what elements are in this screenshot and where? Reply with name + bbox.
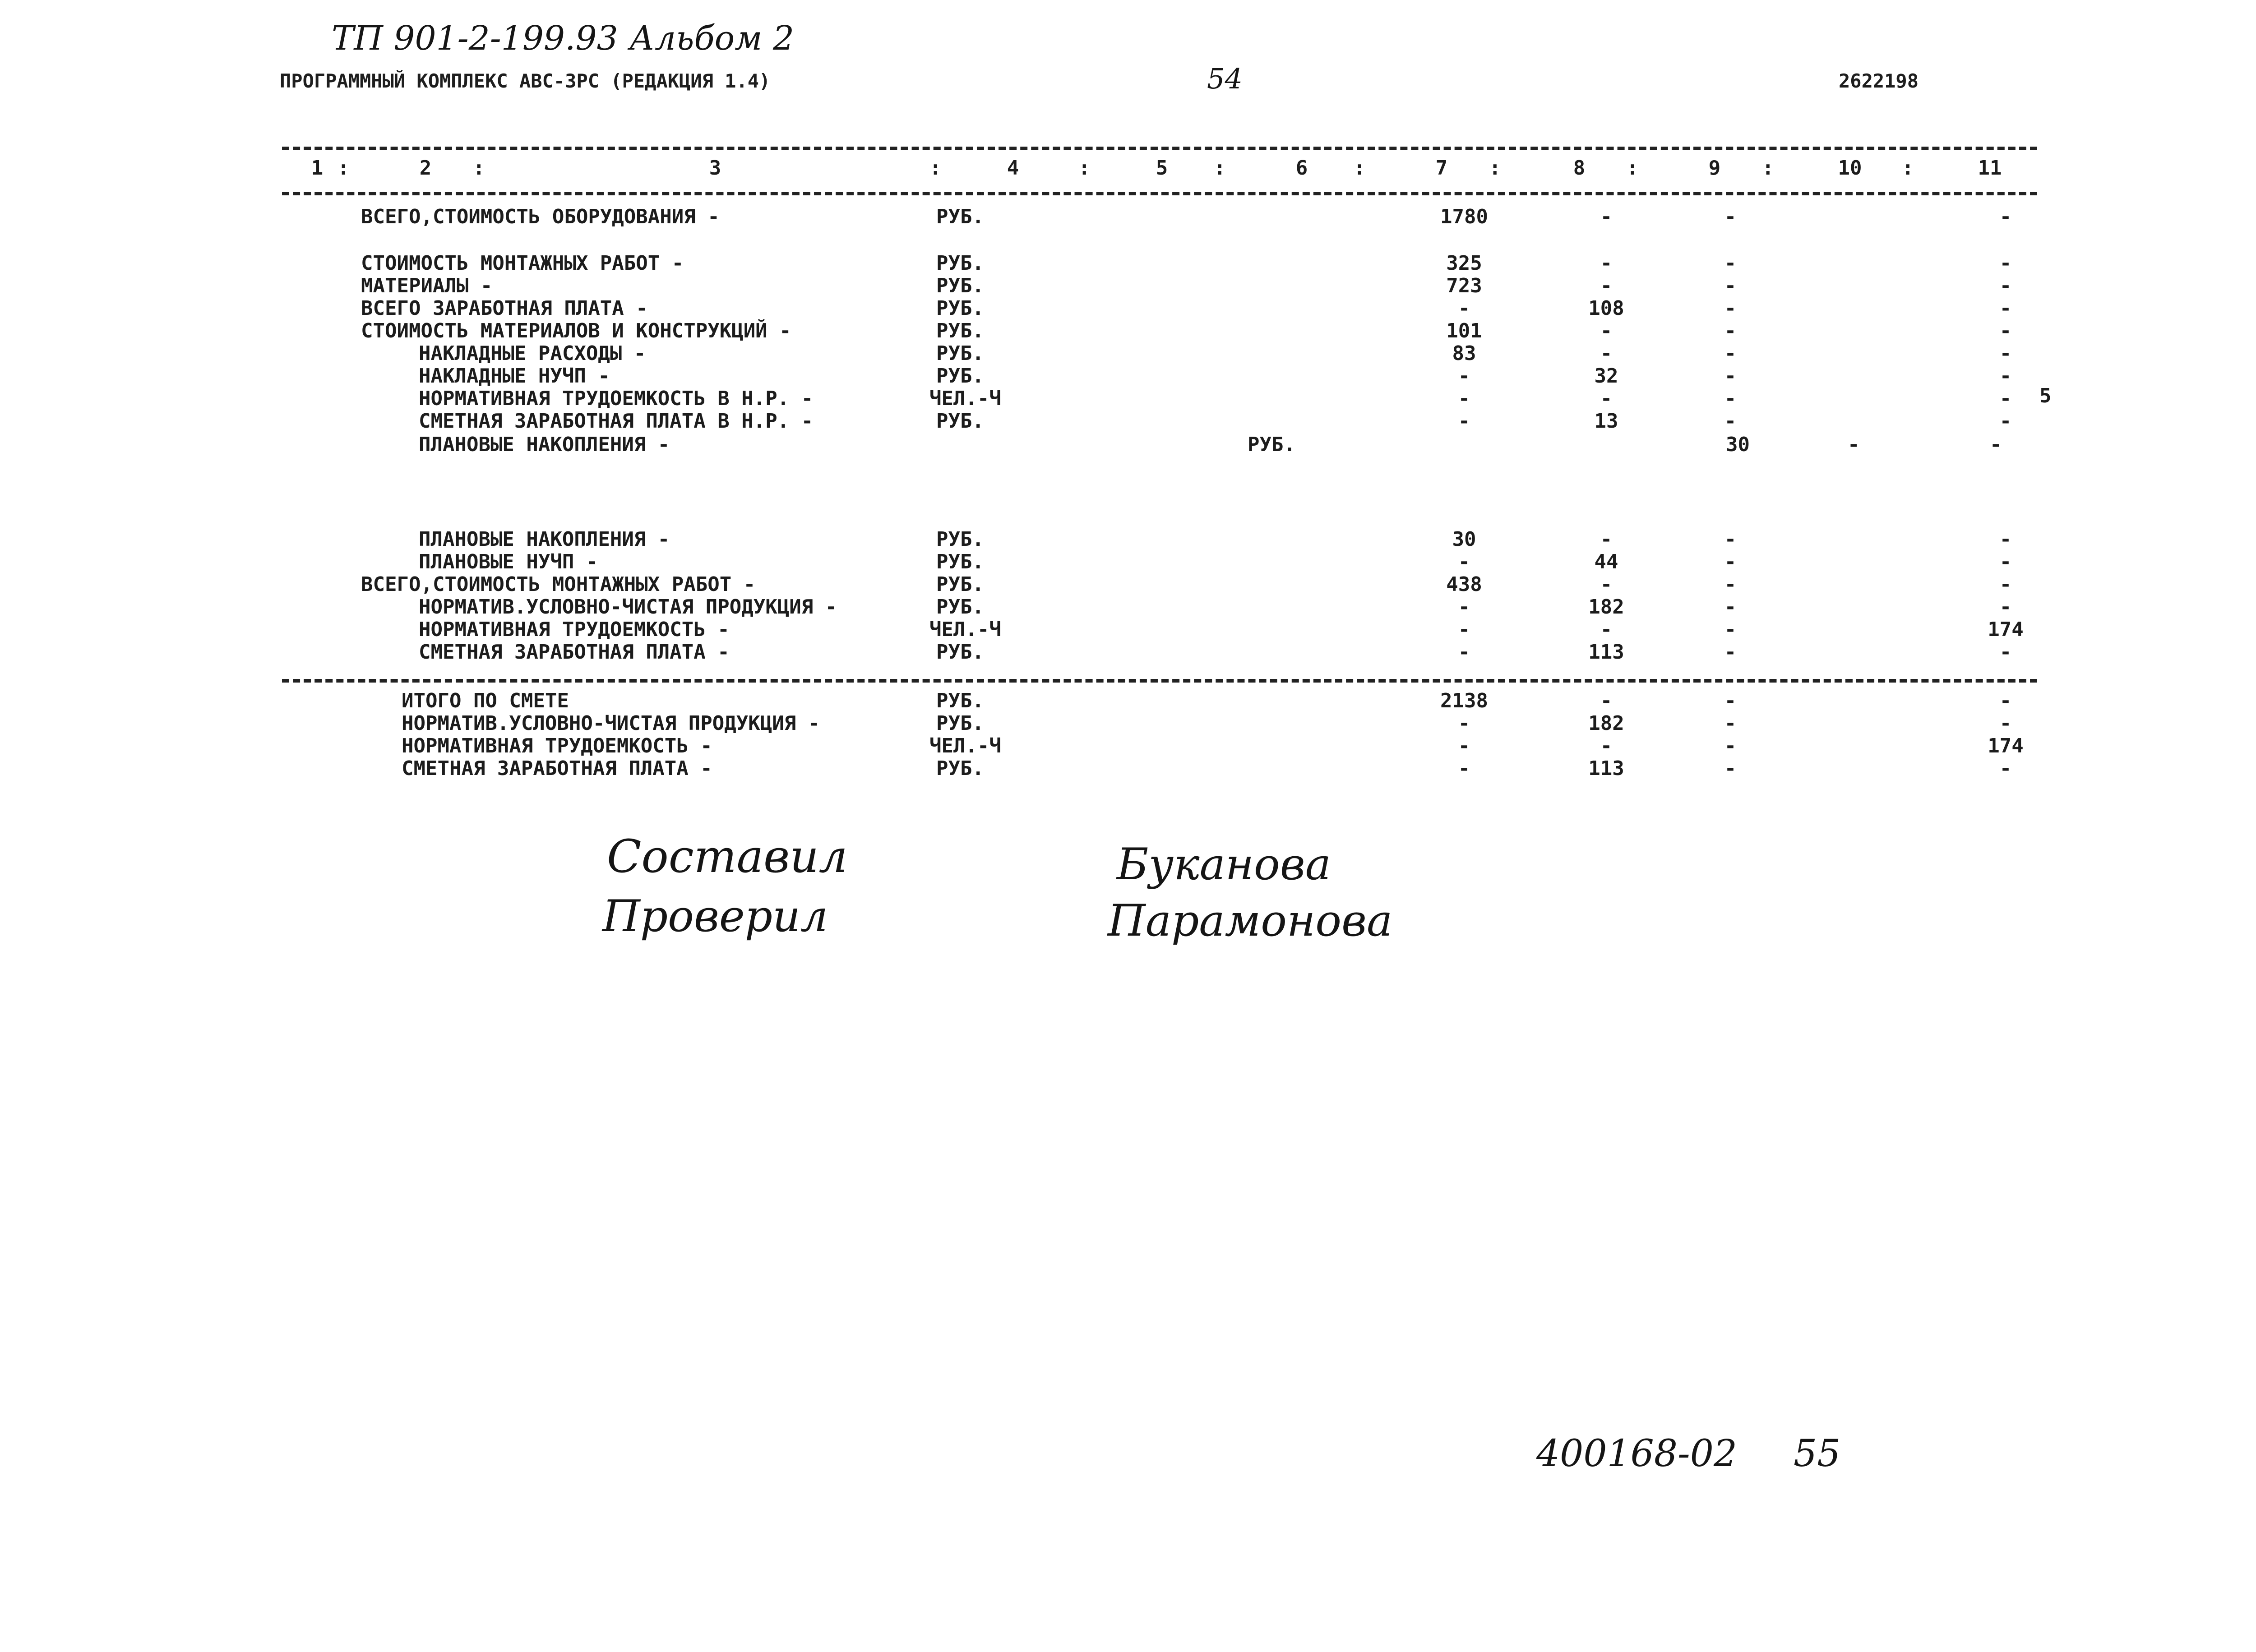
col9-value: - xyxy=(1724,757,1737,780)
col11-value: 174 xyxy=(1988,618,2024,641)
col9-value: - xyxy=(1724,274,1737,297)
column-number: 6 xyxy=(1295,157,1308,180)
col8-value: - xyxy=(1600,252,1613,275)
program-line: ПРОГРАММНЫЙ КОМПЛЕКС АВС-3РС (РЕДАКЦИЯ 1.4) xyxy=(280,70,771,92)
row-unit: РУБ. xyxy=(936,573,984,596)
col8-value: - xyxy=(1600,274,1613,297)
col11-value: - xyxy=(1999,274,2012,297)
column-number: 11 xyxy=(1978,157,2002,180)
col7-value: 325 xyxy=(1446,252,1482,275)
table-row xyxy=(0,410,2256,432)
col8-value: - xyxy=(1600,573,1613,596)
col7-value: - xyxy=(1458,757,1470,780)
col8-value: - xyxy=(1600,387,1613,410)
col7-value: - xyxy=(1458,734,1470,757)
table-header-bottom-rule xyxy=(282,192,2037,195)
col11-value: - xyxy=(1999,342,2012,365)
col7-value: - xyxy=(1458,595,1470,618)
table-top-rule xyxy=(282,147,2037,150)
col8-value: 113 xyxy=(1588,641,1624,664)
col9-value: - xyxy=(1724,573,1737,596)
row-name: НОРМАТИВНАЯ ТРУДОЕМКОСТЬ В Н.Р. - xyxy=(419,387,814,410)
row-name: НАКЛАДНЫЕ РАСХОДЫ - xyxy=(419,342,646,365)
col11-value: - xyxy=(1999,757,2012,780)
row-unit: РУБ. xyxy=(936,595,984,618)
col9-value: - xyxy=(1724,618,1737,641)
col8-value: 44 xyxy=(1594,550,1618,573)
col8-value: - xyxy=(1600,528,1613,551)
row-value: 30 xyxy=(1726,433,1750,456)
col9-value: - xyxy=(1724,365,1737,388)
row-name: НОРМАТИВНАЯ ТРУДОЕМКОСТЬ - xyxy=(402,734,712,757)
col7-value: - xyxy=(1458,712,1470,735)
table-row xyxy=(0,595,2256,618)
table-row xyxy=(0,365,2256,387)
column-separator: : xyxy=(1354,157,1366,180)
row-unit: РУБ. xyxy=(936,757,984,780)
table-row xyxy=(0,550,2256,573)
table-row xyxy=(0,205,2256,228)
row-name: ИТОГО ПО СМЕТЕ xyxy=(402,689,569,712)
col9-value: - xyxy=(1724,342,1737,365)
row-unit: РУБ. xyxy=(936,712,984,735)
col9-value: - xyxy=(1724,297,1737,320)
column-number: 3 xyxy=(709,157,721,180)
table-row xyxy=(0,384,2256,410)
column-number: 1 xyxy=(311,157,324,180)
row-unit: РУБ. xyxy=(936,342,984,365)
row-name: ПЛАНОВЫЕ НУЧП - xyxy=(419,550,598,573)
column-number: 2 xyxy=(419,157,432,180)
col8-value: 113 xyxy=(1588,757,1624,780)
column-number: 4 xyxy=(1007,157,1019,180)
col11-value: - xyxy=(1999,528,2012,551)
col8-value: 32 xyxy=(1594,365,1618,388)
col7-value: - xyxy=(1458,641,1470,664)
row-name: НАКЛАДНЫЕ НУЧП - xyxy=(419,365,610,388)
table-row xyxy=(0,319,2256,342)
table-row xyxy=(0,433,2256,456)
row-unit: РУБ. xyxy=(936,297,984,320)
column-separator: : xyxy=(337,157,350,180)
col7-value: 2138 xyxy=(1440,689,1488,712)
date-code: 2622198 xyxy=(1839,70,1919,92)
col8-value: 182 xyxy=(1588,595,1624,618)
table-row xyxy=(0,757,2256,780)
col9-value: - xyxy=(1724,528,1737,551)
table-row xyxy=(0,297,2256,319)
col7-value: 83 xyxy=(1452,342,1476,365)
table-row xyxy=(0,252,2256,274)
row-value: - xyxy=(1990,433,2002,456)
row-unit: РУБ. xyxy=(936,205,984,228)
col11-value: - xyxy=(1999,297,2012,320)
column-separator: : xyxy=(1627,157,1639,180)
row-name: СМЕТНАЯ ЗАРАБОТНАЯ ПЛАТА - xyxy=(402,757,712,780)
checked-name: Парамонова xyxy=(1108,895,1393,946)
column-separator: : xyxy=(473,157,485,180)
col11-value: - xyxy=(1999,550,2012,573)
col9-value: - xyxy=(1724,550,1737,573)
table-row xyxy=(0,342,2256,365)
col11-value: - xyxy=(1999,205,2012,228)
row-name: НОРМАТИВ.УСЛОВНО-ЧИСТАЯ ПРОДУКЦИЯ - xyxy=(419,595,837,618)
column-number: 8 xyxy=(1573,157,1586,180)
col8-value: - xyxy=(1600,689,1613,712)
table-row xyxy=(0,618,2256,641)
col8-value: - xyxy=(1600,342,1613,365)
row-name: ВСЕГО,СТОИМОСТЬ МОНТАЖНЫХ РАБОТ - xyxy=(361,573,756,596)
column-separator: : xyxy=(929,157,942,180)
sheet-number: 55 xyxy=(1794,1432,1841,1475)
col11-value: - xyxy=(1999,595,2012,618)
col7-value: 723 xyxy=(1446,274,1482,297)
row-name: СТОИМОСТЬ МАТЕРИАЛОВ И КОНСТРУКЦИЙ - xyxy=(361,319,791,342)
col9-value: - xyxy=(1724,689,1737,712)
column-separator: : xyxy=(1489,157,1501,180)
doc-code: ТП 901-2-199.93 xyxy=(332,19,618,58)
column-separator: : xyxy=(1762,157,1774,180)
checked-label: Проверил xyxy=(602,891,828,941)
column-number: 7 xyxy=(1435,157,1448,180)
col7-value: - xyxy=(1458,387,1470,410)
col9-value: - xyxy=(1724,387,1737,410)
column-separator: : xyxy=(1078,157,1091,180)
row-name: СМЕТНАЯ ЗАРАБОТНАЯ ПЛАТА - xyxy=(419,641,730,664)
col9-value: - xyxy=(1724,252,1737,275)
col9-value: - xyxy=(1724,205,1737,228)
col8-value: - xyxy=(1600,205,1613,228)
row-unit: РУБ. xyxy=(936,365,984,388)
column-number: 5 xyxy=(1156,157,1168,180)
col8-value: 13 xyxy=(1594,410,1618,433)
row-name: СТОИМОСТЬ МОНТАЖНЫХ РАБОТ - xyxy=(361,252,684,275)
col11-value: - xyxy=(1999,410,2012,433)
row-unit: РУБ. xyxy=(936,274,984,297)
col8-value: - xyxy=(1600,734,1613,757)
col9-value: - xyxy=(1724,595,1737,618)
row-name: ВСЕГО,СТОИМОСТЬ ОБОРУДОВАНИЯ - xyxy=(361,205,720,228)
table-row xyxy=(0,573,2256,595)
col11-value: - xyxy=(1999,365,2012,388)
col7-value: - xyxy=(1458,410,1470,433)
compiled-label: Составил xyxy=(607,830,848,883)
col8-value: 182 xyxy=(1588,712,1624,735)
stamp-code: 400168-02 xyxy=(1536,1432,1738,1475)
col7-value: 438 xyxy=(1446,573,1482,596)
column-number: 9 xyxy=(1708,157,1721,180)
col7-value: 30 xyxy=(1452,528,1476,551)
col11-value: - xyxy=(1999,641,2012,664)
col11-value: 174 xyxy=(1988,734,2024,757)
col11-value: - xyxy=(1999,319,2012,342)
compiled-name: Буканова xyxy=(1117,839,1331,890)
col9-value: - xyxy=(1724,319,1737,342)
row-name: НОРМАТИВНАЯ ТРУДОЕМКОСТЬ - xyxy=(419,618,730,641)
col11-value: - xyxy=(1999,387,2012,410)
table-row xyxy=(0,274,2256,297)
row-unit: ЧЕЛ.-Ч xyxy=(929,734,1001,757)
col8-value: - xyxy=(1600,319,1613,342)
row-name: СМЕТНАЯ ЗАРАБОТНАЯ ПЛАТА В Н.Р. - xyxy=(419,410,814,433)
column-number: 10 xyxy=(1838,157,1862,180)
row-value: - xyxy=(1848,433,1860,456)
column-separator: : xyxy=(1902,157,1914,180)
table-row xyxy=(0,528,2256,550)
col7-value: - xyxy=(1458,297,1470,320)
col11-value: - xyxy=(1999,573,2012,596)
page-number: 54 xyxy=(1207,62,1243,95)
col9-value: - xyxy=(1724,410,1737,433)
row-name: МАТЕРИАЛЫ - xyxy=(361,274,493,297)
row-unit: РУБ. xyxy=(936,410,984,433)
column-separator: : xyxy=(1214,157,1226,180)
col9-value: - xyxy=(1724,641,1737,664)
col9-value: - xyxy=(1724,712,1737,735)
col9-value: - xyxy=(1724,734,1737,757)
row-unit: ЧЕЛ.-Ч xyxy=(929,387,1001,410)
row-unit: РУБ. xyxy=(936,319,984,342)
col7-value: 101 xyxy=(1446,319,1482,342)
table-row xyxy=(0,734,2256,757)
row-unit: РУБ. xyxy=(936,689,984,712)
col8-value: 108 xyxy=(1588,297,1624,320)
overflow-value: 5 xyxy=(2039,384,2052,407)
row-unit: РУБ. xyxy=(936,641,984,664)
row-unit: ЧЕЛ.-Ч xyxy=(929,618,1001,641)
row-name: ПЛАНОВЫЕ НАКОПЛЕНИЯ - xyxy=(419,528,670,551)
total-separator-rule xyxy=(282,679,2037,683)
col11-value: - xyxy=(1999,689,2012,712)
table-row xyxy=(0,641,2256,663)
row-unit: РУБ. xyxy=(1248,433,1295,456)
col7-value: 1780 xyxy=(1440,205,1488,228)
row-name: НОРМАТИВ.УСЛОВНО-ЧИСТАЯ ПРОДУКЦИЯ - xyxy=(402,712,820,735)
col8-value: - xyxy=(1600,618,1613,641)
col11-value: - xyxy=(1999,252,2012,275)
col7-value: - xyxy=(1458,618,1470,641)
row-unit: РУБ. xyxy=(936,528,984,551)
album-label: Альбом 2 xyxy=(629,19,795,58)
col11-value: - xyxy=(1999,712,2012,735)
row-unit: РУБ. xyxy=(936,252,984,275)
row-name: ВСЕГО ЗАРАБОТНАЯ ПЛАТА - xyxy=(361,297,648,320)
col7-value: - xyxy=(1458,365,1470,388)
col7-value: - xyxy=(1458,550,1470,573)
table-row xyxy=(0,689,2256,712)
table-row xyxy=(0,712,2256,734)
row-name: ПЛАНОВЫЕ НАКОПЛЕНИЯ - xyxy=(419,433,670,456)
row-unit: РУБ. xyxy=(936,550,984,573)
